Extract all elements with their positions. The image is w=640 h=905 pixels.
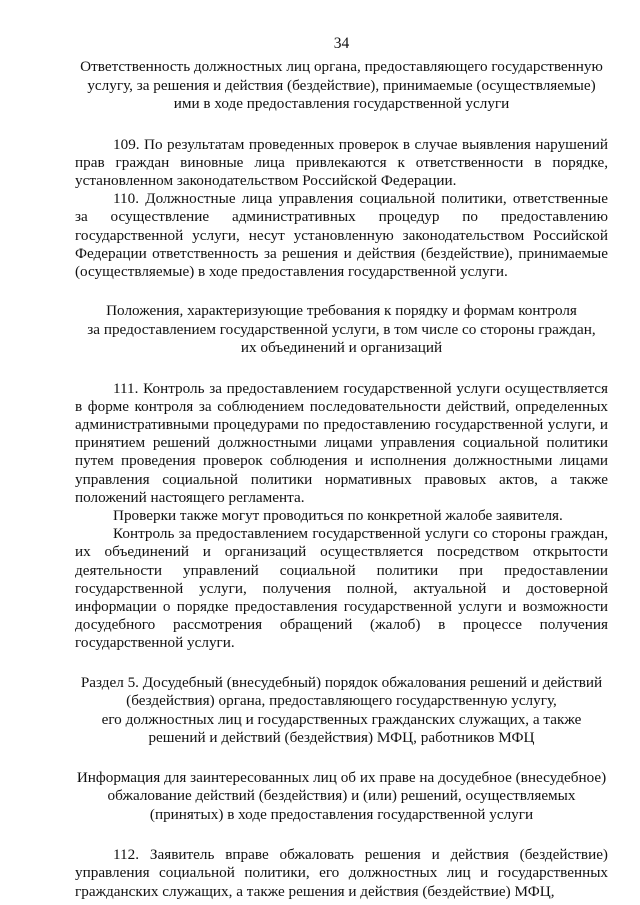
heading-line: услугу, за решения и действия (бездействие), принимаемые (осуществляемые) — [87, 76, 596, 94]
heading-line: решений и действий (бездействия) МФЦ, работников МФЦ — [148, 729, 535, 747]
heading-line: (принятых) в ходе предоставления государственной услуги — [149, 805, 534, 823]
heading-line: Положения, характеризующие требования к порядку и формам контроля — [106, 302, 577, 320]
paragraph-109: 109. По результатам проведенных проверок в случае выявления нарушений прав граждан виновные лица привлекаются к ответственности в порядке, установленном законодательством Российской Федерации. — [75, 135, 608, 189]
section-heading-responsibility — [75, 58, 608, 114]
page-number: 34 — [333, 35, 350, 52]
heading-line: Ответственность должностных лиц органа, предоставляющего государственную — [80, 58, 603, 75]
heading-line: (бездействия) органа, предоставляющего государственную услугу, — [126, 692, 557, 710]
heading-line: Раздел 5. Досудебный (внесудебный) порядок обжалования решений и действий — [80, 673, 603, 691]
heading-line: за предоставлением государственной услуги, в том числе со стороны граждан, — [87, 320, 596, 338]
heading-line: его должностных лиц и государственных гражданских служащих, а также — [101, 710, 582, 728]
heading-line: ими в ходе предоставления государственной услуги — [173, 95, 510, 112]
section-heading-control-requirements — [75, 302, 608, 358]
section-heading-appeal-rights — [75, 769, 608, 825]
paragraph-111: 111. Контроль за предоставлением государственной услуги осуществляется в форме контроля за соблюдением последовательности действий, определенных административными процедурами по предоставлению государственной услуги, и принятием решений должностными лицами управления социальной политики путем проведения проверок соблюдения и исполнения должностными лицами управления социальной политики нормативных правовых актов, а также положений настоящего регламента. — [75, 379, 608, 506]
section-heading-section-5 — [75, 674, 608, 748]
paragraph-inspections: Проверки также могут проводиться по конкретной жалобе заявителя. — [113, 507, 563, 525]
paragraph-public-control: Контроль за предоставлением государственной услуги со стороны граждан, их объединений и организаций осуществляется посредством открытости деятельности управлений социальной политики при предоставлении государственной услуги, получения полной, актуальной и достоверной информации о порядке предоставления государственной услуги и возможности досудебного рассмотрения обращений (жалоб) в процессе получения государственной услуги. — [75, 525, 608, 652]
heading-line: обжалование действий (бездействия) и (или) решений, осуществляемых — [107, 787, 576, 805]
document-page — [75, 34, 608, 901]
heading-line: их объединений и организаций — [240, 339, 443, 357]
paragraph-110: 110. Должностные лица управления социальной политики, ответственные за осуществление административных процедур по предоставлению государственной услуги, несут установленную законодательством Российской Федерации ответственность за решения и действия (бездействие), принимаемые (осуществляемые) в ходе предоставления государственной услуги. — [75, 190, 608, 280]
paragraph-112: 112. Заявитель вправе обжаловать решения и действия (бездействие) управления социальной политики, его должностных лиц и государственных гражданских служащих, а также решения и действия (бездействие) МФЦ, — [75, 846, 608, 900]
heading-line: Информация для заинтересованных лиц об их праве на досудебное (внесудебное) — [76, 768, 607, 786]
